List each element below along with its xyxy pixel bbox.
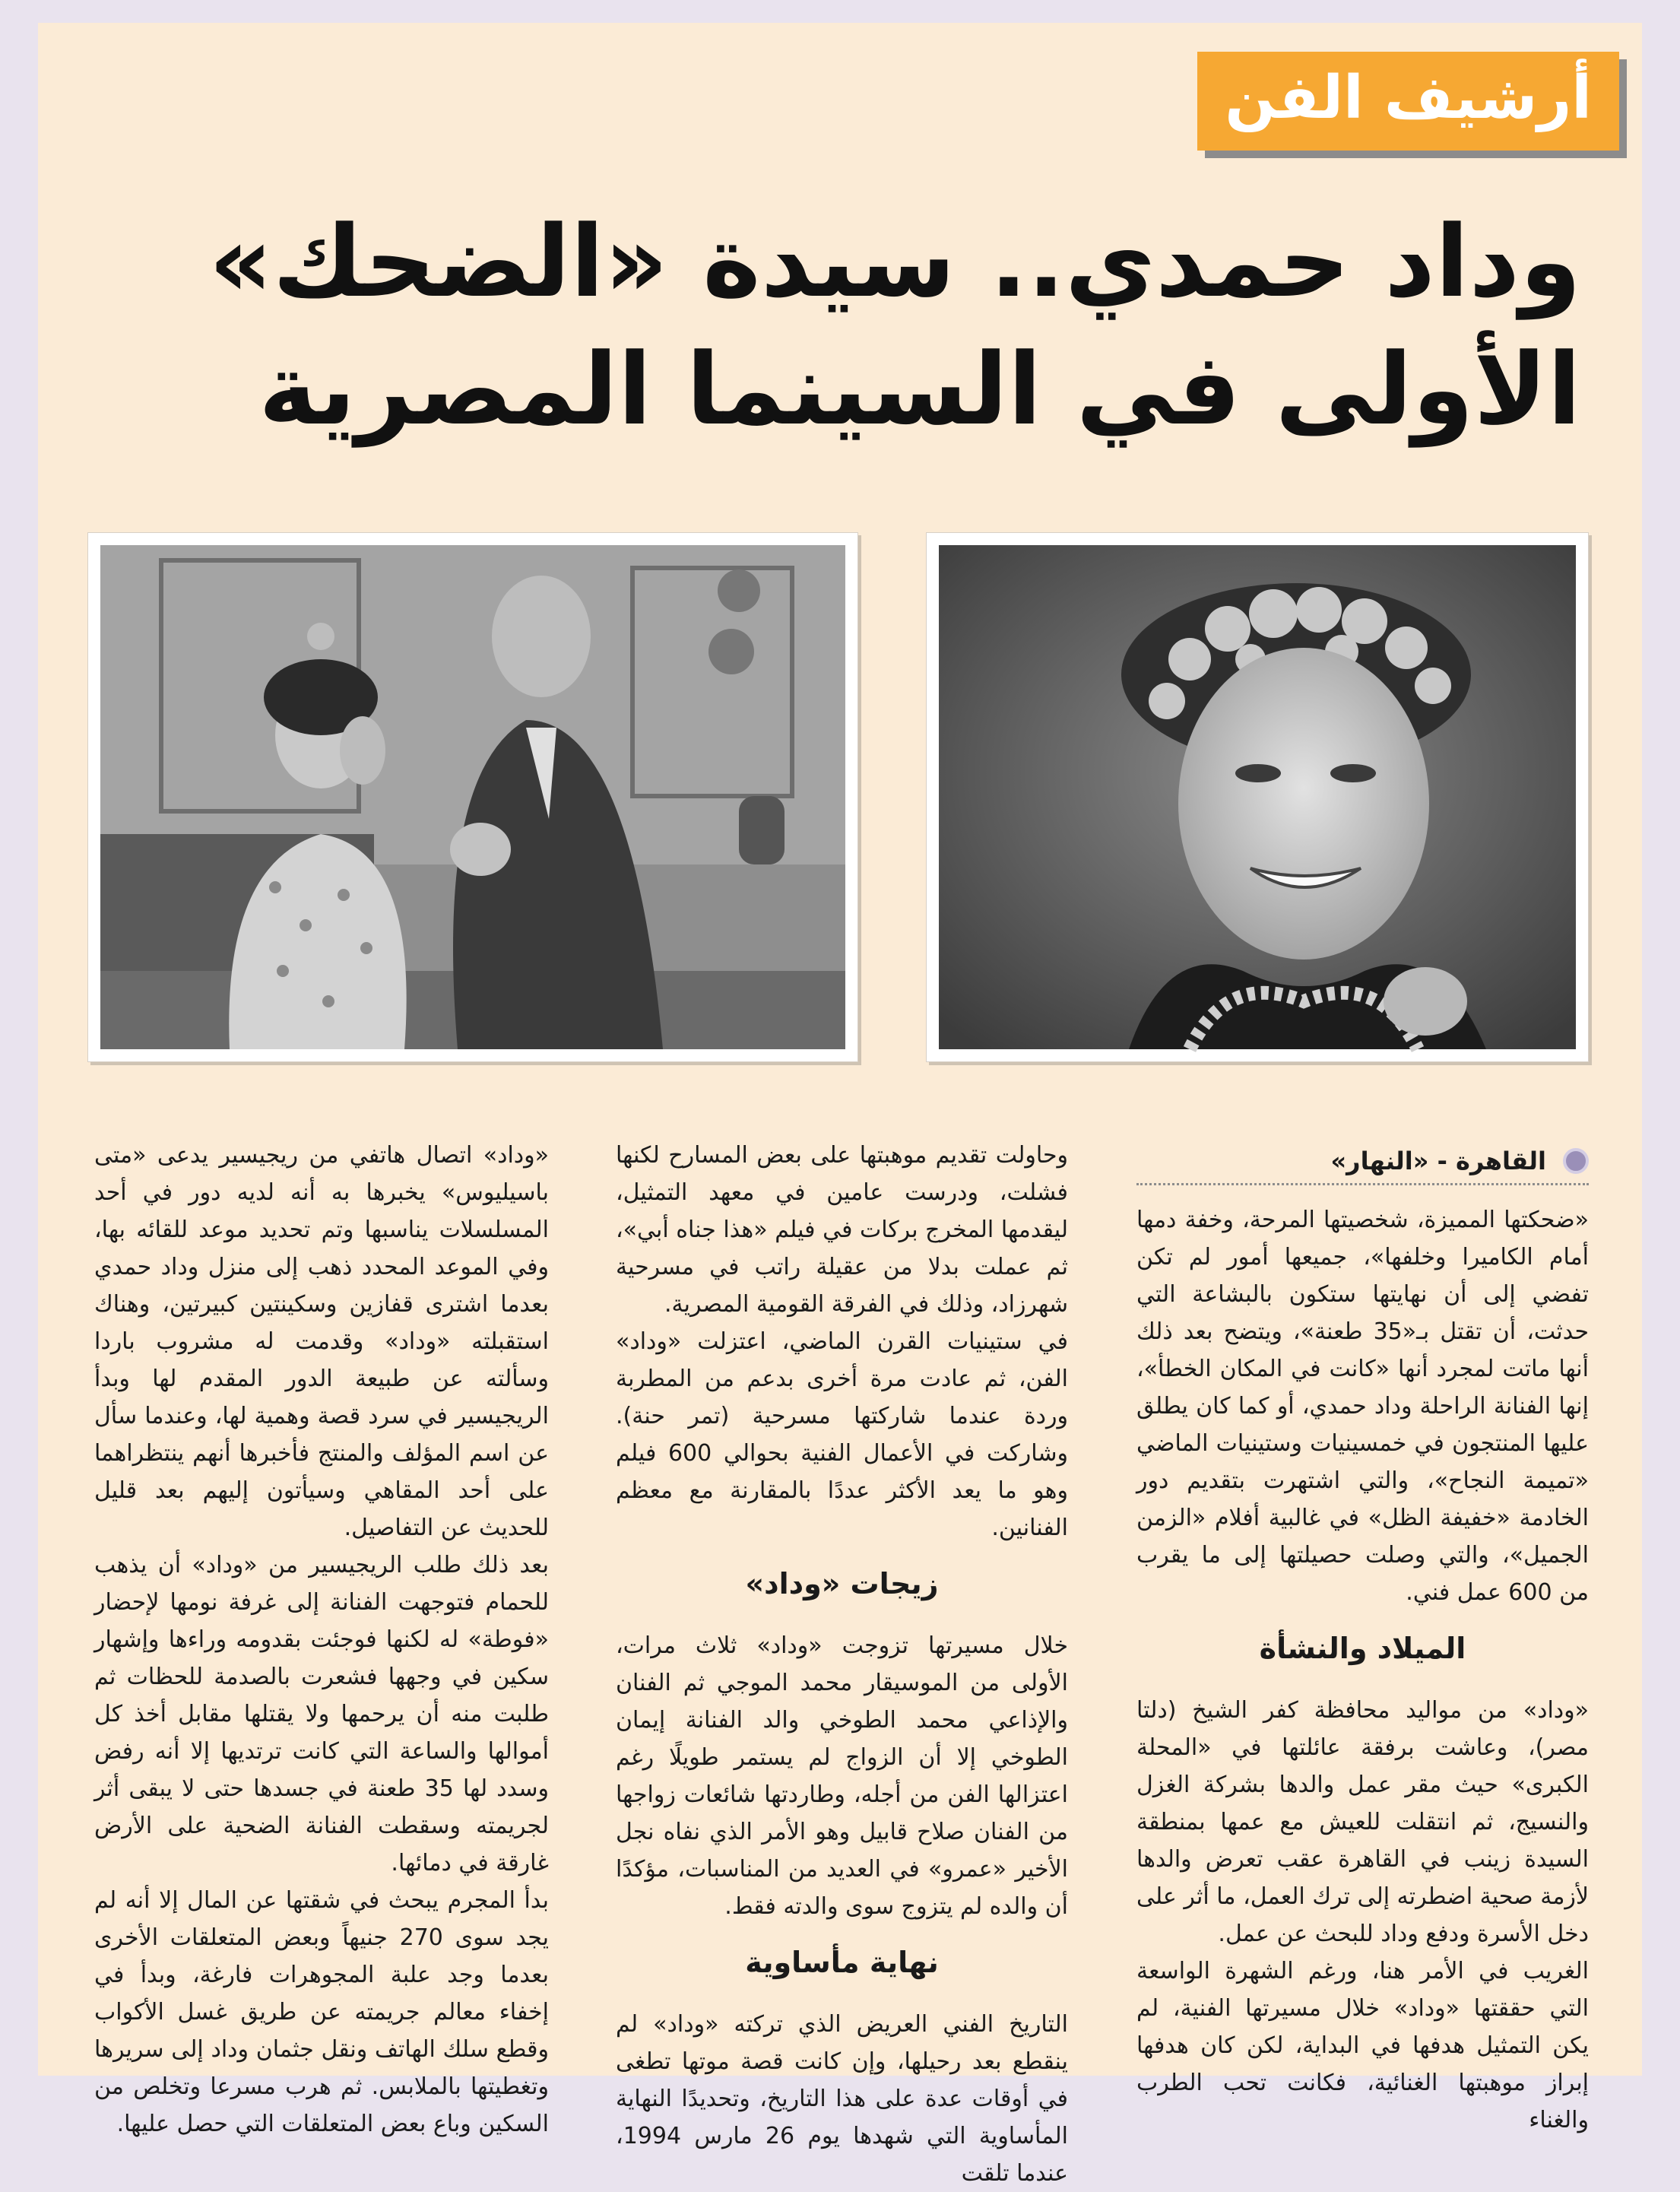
byline [1136, 1139, 1589, 1185]
subhead-birth: الميلاد والنشأة [1259, 1632, 1466, 1665]
byline-bullet-icon [1563, 1148, 1589, 1174]
article-column-1 [1136, 1201, 1589, 2133]
portrait-photo [926, 532, 1589, 1062]
column3-paragraph-3: بدأ المجرم يبحث في شقتها عن المال إلا أنه لم يجد سوى 270 جنيهاً وبعض المتعلقات الأخرى بعدما وجد علبة المجوهرات فارغة، وبدأ في إخفاء معالم جريمته عن طريق غسل الأكواب وقطع سلك الهاتف ونقل جثمان وداد إلى سريرها وتغطيتها بالملابس. ثم هرب مسرعا وتخلص من السكين وباع بعض المتعلقات التي حصل عليها. [94, 1887, 550, 2137]
article-column-2 [616, 1137, 1068, 2187]
column2-paragraph-1: وحاولت تقديم موهبتها على بعض المسارح لكنها فشلت، ودرست عامين في معهد التمثيل، ليقدمها المخرج بركات في فيلم «هذا جناه أبي»، ثم عملت بدلا من عقيلة راتب في مسرحية شهرزاد، وذلك في الفرقة القومية المصرية. [616, 1142, 1068, 1318]
column1-paragraph-3: الغريب في الأمر هنا، ورغم الشهرة الواسعة التي حققتها «وداد» خلال مسيرتها الفنية، لم يكن التمثيل هدفها في البداية، لكن كان هدفها إبراز موهبتها الغنائية، فكانت تحب الطرب والغناء [1136, 1958, 1589, 2133]
headline [208, 198, 1581, 453]
film-scene-photo [87, 532, 858, 1062]
subhead-marriages: زيجات «وداد» [745, 1567, 939, 1600]
newspaper-page [38, 23, 1642, 2187]
column2-paragraph-3: خلال مسيرتها تزوجت «وداد» ثلاث مرات، الأولى من الموسيقار محمد الموجي ثم الفنان والإذاعي محمد الطوخي والد الفنانة إيمان الطوخي إلا أن الزواج لم يستمر طويلًا رغم اعتزالها الفن من أجله، وطاردتها شائعات زواجها من الفنان صلاح قابيل وهو الأمر الذي نفاه نجل الأخير «عمرو» في العديد من المناسبات، مؤكدًا أن والده لم يتزوج سوى والدته فقط. [616, 1632, 1068, 1920]
column2-paragraph-2: في ستينيات القرن الماضي، اعتزلت «وداد» الفن، ثم عادت مرة أخرى بدعم من المطربة وردة عندما شاركتها مسرحية (تمر حنة). وشاركت في الأعمال الفنية بحوالي 600 فيلم وهو ما يعد الأكثر عددًا بالمقارنة مع معظم الفنانين. [616, 1328, 1068, 1541]
byline-text: القاهرة - «النهار» [1330, 1147, 1546, 1175]
portrait-image [939, 545, 1576, 1049]
column2-paragraph-4: التاريخ الفني العريض الذي تركته «وداد» لم ينقطع بعد رحيلها، وإن كانت قصة موتها تطغى في أوقات عدة على هذا التاريخ، وتحديدًا النهاية المأساوية التي شهدها يوم 26 مارس 1994، عندما تلقت [616, 2011, 1068, 2187]
column3-paragraph-2: بعد ذلك طلب الريجيسير من «وداد» أن يذهب للحمام فتوجهت الفنانة إلى غرفة نومها لإحضار «فوطة» له لكنها فوجئت بقدومه وراءها وإشهار سكين في وجهها فشعرت بالصدمة للحظات ثم طلبت منه أن يرحمها ولا يقتلها مقابل أخذ كل أموالها والساعة التي كانت ترتديها إلا أنه رفض وسدد لها 35 طعنة في جسدها حتى لا يبقى أثر لجريمته وسقطت الفنانة الضحية على الأرض غارقة في دمائها. [94, 1552, 549, 1876]
section-tag: أرشيف الفن [1197, 52, 1619, 151]
headline-line-1: وداد حمدي.. سيدة «الضحك» [208, 204, 1581, 319]
subhead-tragic-end: نهاية مأساوية [745, 1946, 939, 1979]
article-column-3 [94, 1137, 550, 2137]
column1-paragraph-1: «ضحكتها المميزة، شخصيتها المرحة، وخفة دمها أمام الكاميرا وخلفها»، جميعها أمور لم تكن تفضي إلى أن نهايتها ستكون بالبشاعة التي حدثت، أن تقتل بـ«35 طعنة»، ويتضح بعد ذلك أنها ماتت لمجرد أنها «كانت في المكان الخطأ»، إنها الفنانة الراحلة وداد حمدي، أو كما كان يطلق عليها المنتجون في خمسينيات وستينيات الماضي «تميمة النجاح»، والتي اشتهرت بتقديم دور الخادمة «خفيفة الظل» في غالبية أفلام «الزمن الجميل»، والتي وصلت حصيلتها إلى ما يقرب من 600 عمل فني. [1136, 1207, 1589, 1606]
column1-paragraph-2: «وداد» من مواليد محافظة كفر الشيخ (دلتا مصر)، وعاشت برفقة عائلتها في «المحلة الكبرى» حيث مقر عمل والدها بشركة الغزل والنسيج، ثم انتقلت للعيش مع عمها بمنطقة السيدة زينب في القاهرة عقب تعرض والدها لأزمة صحية اضطرته إلى ترك العمل، ما أثر على دخل الأسرة ودفع وداد للبحث عن عمل. [1136, 1697, 1589, 1947]
film-scene-image [100, 545, 845, 1049]
headline-line-2: الأولى في السينما المصرية [258, 331, 1581, 447]
column3-paragraph-1: «وداد» اتصال هاتفي من ريجيسير يدعى «متى باسيليوس» يخبرها به أنه لديه دور في أحد المسلسلات يناسبها وتم تحديد موعد للقائه بها، وفي الموعد المحدد ذهب إلى منزل وداد حمدي بعدما اشترى قفازين وسكينتين كبيرتين، وهناك استقبلته «وداد» وقدمت له مشروب باردا وسألته عن طبيعة الدور المقدم لها وبدأ الريجيسير في سرد قصة وهمية لها، وعندما سأل عن اسم المؤلف والمنتج فأخبرها أنهم ينتظراهما على أحد المقاهي وسيأتون إليهم بعد قليل للحديث عن التفاصيل. [94, 1142, 549, 1541]
